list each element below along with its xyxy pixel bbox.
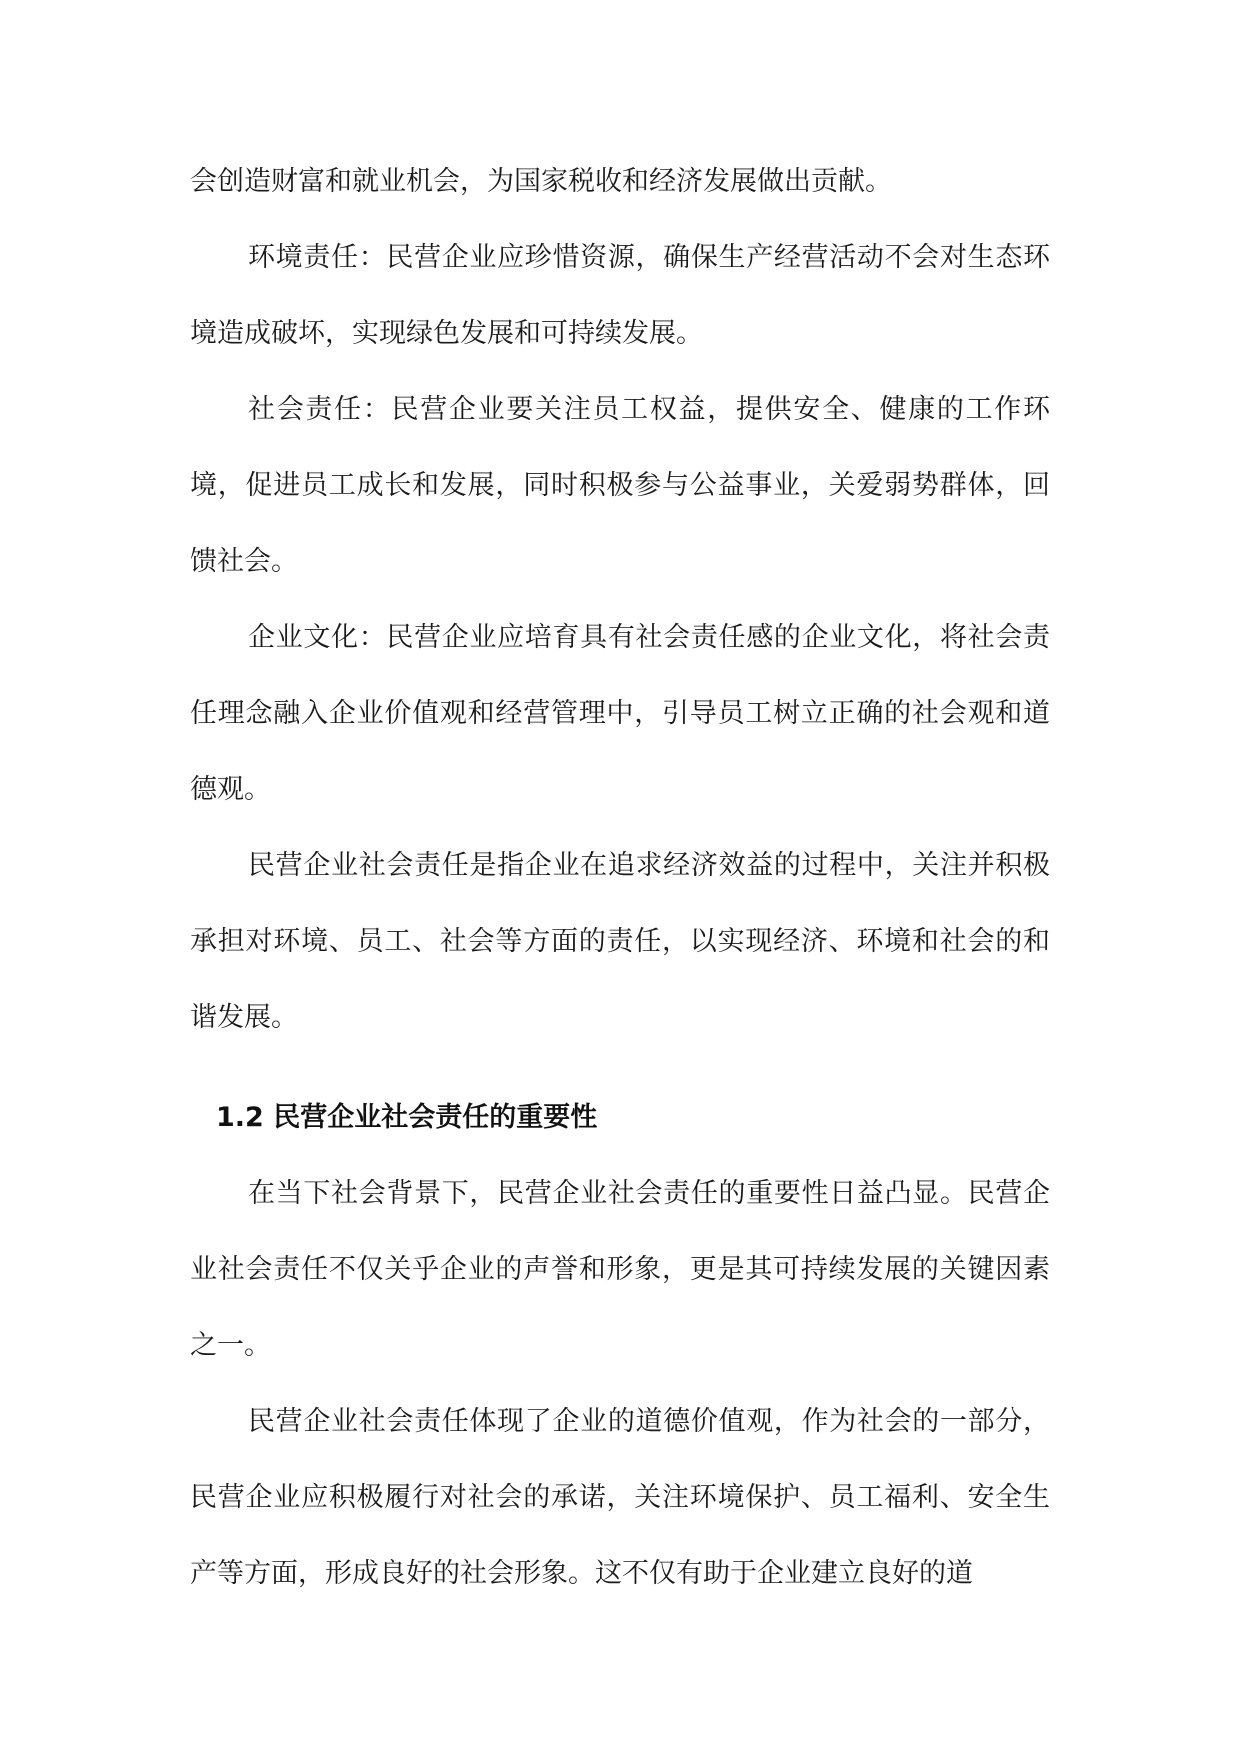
paragraph-corporate-culture: 企业文化：民营企业应培育具有社会责任感的企业文化，将社会责任理念融入企业价值观和经营管理中，引导员工树立正确的社会观和道德观。 (190, 622, 1050, 805)
paragraph-environmental-responsibility: 环境责任：民营企业应珍惜资源，确保生产经营活动不会对生态环境造成破坏，实现绿色发展和可持续发展。 (190, 242, 1050, 349)
paragraph-social-responsibility: 社会责任：民营企业要关注员工权益，提供安全、健康的工作环境，促进员工成长和发展，同时积极参与公益事业，关爱弱势群体，回馈社会。 (190, 394, 1050, 577)
paragraph-importance-intro: 在当下社会背景下，民营企业社会责任的重要性日益凸显。民营企业社会责任不仅关乎企业的声誉和形象，更是其可持续发展的关键因素之一。 (190, 1178, 1050, 1361)
section-heading: 1.2 民营企业社会责任的重要性 (216, 1102, 598, 1133)
paragraph-moral-values: 民营企业社会责任体现了企业的道德价值观，作为社会的一部分，民营企业应积极履行对社会的承诺，关注环境保护、员工福利、安全生产等方面，形成良好的社会形象。这不仅有助于企业建立良好的道 (190, 1406, 1050, 1589)
paragraph-definition: 民营企业社会责任是指企业在追求经济效益的过程中，关注并积极承担对环境、员工、社会等方面的责任，以实现经济、环境和社会的和谐发展。 (190, 850, 1050, 1033)
paragraph-continuation: 会创造财富和就业机会，为国家税收和经济发展做出贡献。 (190, 166, 892, 197)
document-body (190, 144, 1050, 1612)
